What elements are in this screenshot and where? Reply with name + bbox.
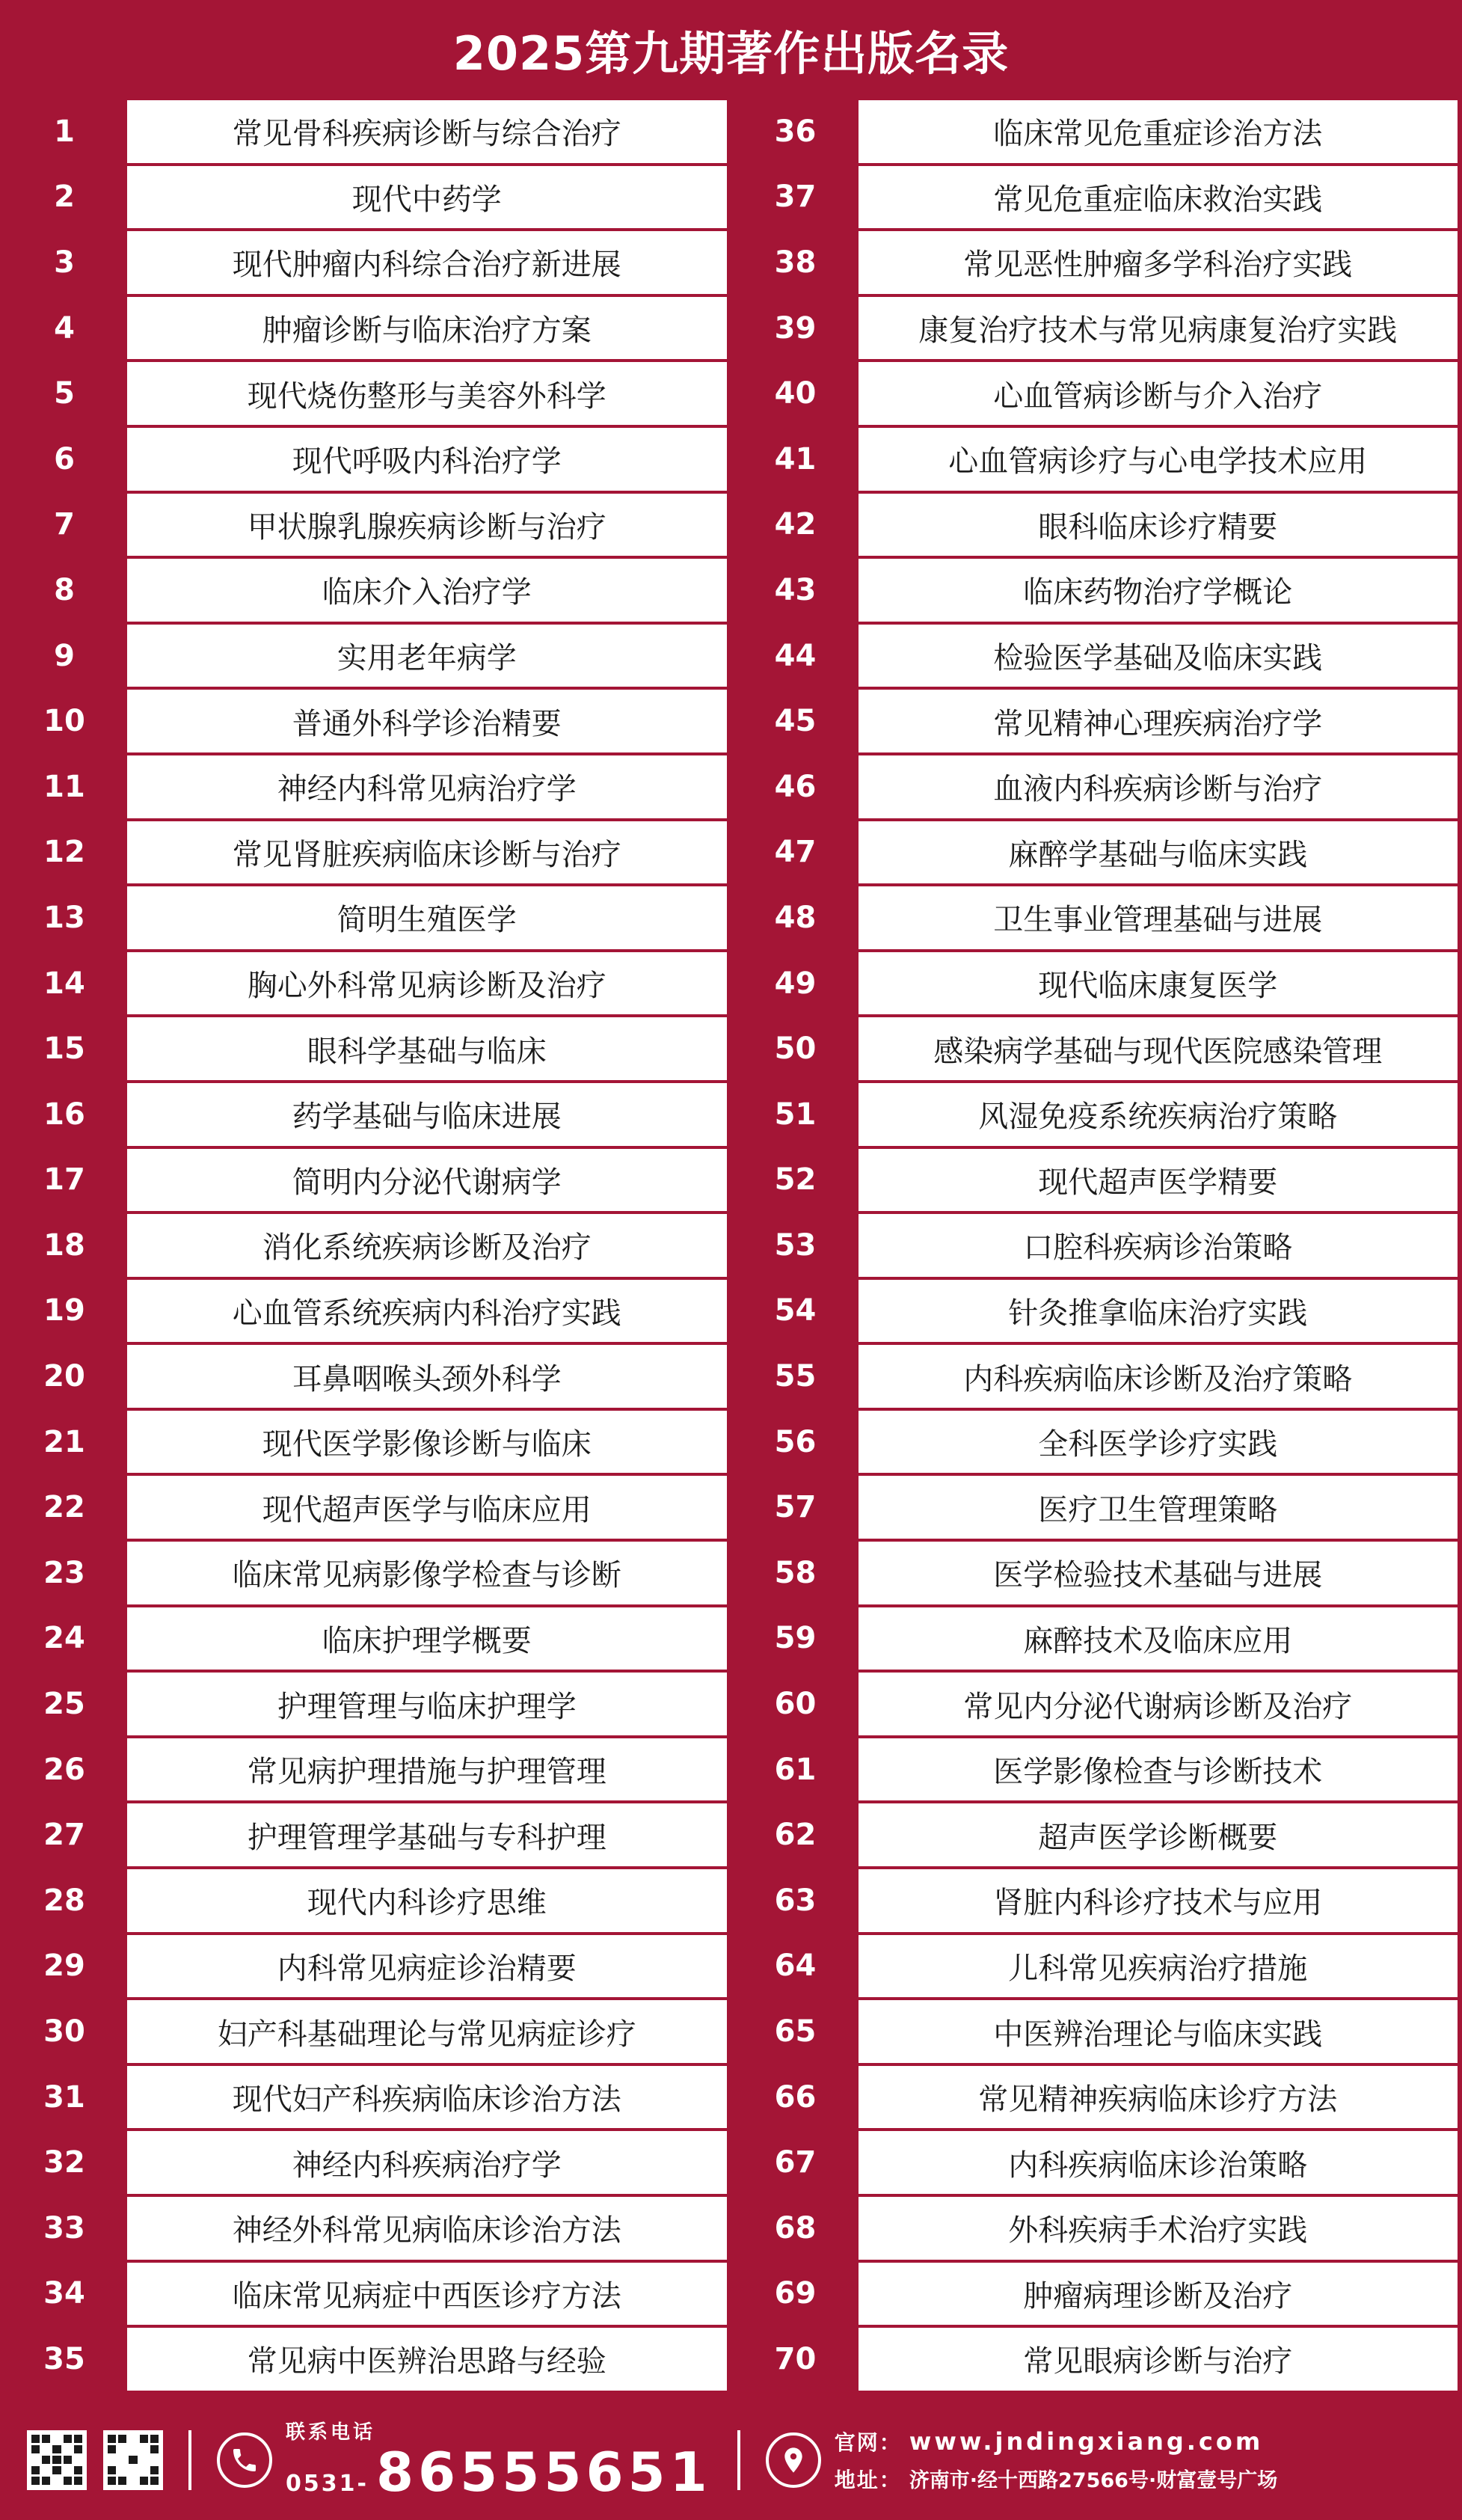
book-number: 11 [4,755,124,818]
book-title: 内科常见病症诊治精要 [127,1935,727,1998]
book-row [736,100,1458,163]
book-title: 简明内分泌代谢病学 [127,1149,727,1212]
contact-phone [286,2421,712,2504]
book-title: 针灸推拿临床治疗实践 [859,1280,1458,1343]
book-number: 1 [4,100,124,163]
book-number: 25 [4,1673,124,1735]
book-title: 常见病中医辨治思路与经验 [127,2328,727,2391]
book-number: 38 [736,231,856,294]
book-number: 18 [4,1214,124,1277]
book-row [4,1083,727,1146]
book-title: 常见精神心理疾病治疗学 [859,690,1458,752]
book-number: 4 [4,297,124,360]
book-title: 常见肾脏疾病临床诊断与治疗 [127,821,727,884]
book-number: 46 [736,755,856,818]
book-title: 护理管理与临床护理学 [127,1673,727,1735]
book-row [4,1607,727,1670]
book-number: 59 [736,1607,856,1670]
book-row [736,755,1458,818]
book-row [736,2131,1458,2194]
book-row [736,886,1458,949]
book-number: 47 [736,821,856,884]
book-title: 医疗卫生管理策略 [859,1476,1458,1539]
book-title: 眼科临床诊疗精要 [859,494,1458,557]
phone-number: 86555651 [375,2440,712,2504]
book-title: 常见骨科疾病诊断与综合治疗 [127,100,727,163]
book-row [736,1280,1458,1343]
book-row [736,1803,1458,1866]
book-row [4,952,727,1015]
book-number: 64 [736,1935,856,1998]
book-title: 现代超声医学与临床应用 [127,1476,727,1539]
book-number: 63 [736,1869,856,1932]
book-title: 外科疾病手术治疗实践 [859,2197,1458,2260]
book-title: 感染病学基础与现代医院感染管理 [859,1017,1458,1080]
book-title: 临床常见危重症诊治方法 [859,100,1458,163]
book-title: 神经内科疾病治疗学 [127,2131,727,2194]
book-title: 普通外科学诊治精要 [127,690,727,752]
book-number: 41 [736,428,856,491]
book-number: 68 [736,2197,856,2260]
book-number: 60 [736,1673,856,1735]
book-row [736,625,1458,687]
book-row [4,2197,727,2260]
book-number: 37 [736,166,856,229]
book-number: 5 [4,362,124,425]
book-row [4,625,727,687]
address-line [835,2464,1277,2494]
book-title: 常见恶性肿瘤多学科治疗实践 [859,231,1458,294]
book-row [736,2328,1458,2391]
book-title: 临床药物治疗学概论 [859,559,1458,622]
book-row [736,362,1458,425]
book-number: 33 [4,2197,124,2260]
book-row [4,1542,727,1604]
book-title: 常见病护理措施与护理管理 [127,1738,727,1801]
book-number: 61 [736,1738,856,1801]
book-row [4,231,727,294]
book-number: 42 [736,494,856,557]
book-number: 58 [736,1542,856,1604]
book-row [4,559,727,622]
book-row [736,494,1458,557]
book-title: 神经内科常见病治疗学 [127,755,727,818]
book-title: 肿瘤病理诊断及治疗 [859,2263,1458,2326]
book-row [736,1673,1458,1735]
book-row [736,1214,1458,1277]
book-number: 24 [4,1607,124,1670]
book-title: 现代临床康复医学 [859,952,1458,1015]
book-row [4,1345,727,1408]
book-number: 43 [736,559,856,622]
address-block [835,2427,1277,2494]
book-row [4,494,727,557]
book-title: 现代中药学 [127,166,727,229]
book-row [4,2000,727,2063]
book-row [4,1411,727,1474]
book-title: 康复治疗技术与常见病康复治疗实践 [859,297,1458,360]
book-title: 全科医学诊疗实践 [859,1411,1458,1474]
book-number: 53 [736,1214,856,1277]
book-number: 27 [4,1803,124,1866]
footer-divider [188,2430,191,2490]
book-title: 中医辨治理论与临床实践 [859,2000,1458,2063]
book-title: 临床常见病症中西医诊疗方法 [127,2263,727,2326]
contact-label: 联系电话 [286,2421,376,2444]
book-row [736,231,1458,294]
book-row [736,952,1458,1015]
book-row [736,690,1458,752]
book-row [736,166,1458,229]
book-column-left [4,100,727,2391]
book-row [4,428,727,491]
book-number: 66 [736,2066,856,2129]
book-title: 药学基础与临床进展 [127,1083,727,1146]
qr-code-icon [103,2430,163,2490]
address-text: 济南市·经十西路27566号·财富壹号广场 [909,2468,1278,2492]
book-title: 临床介入治疗学 [127,559,727,622]
book-title: 简明生殖医学 [127,886,727,949]
book-row [4,1476,727,1539]
book-title: 胸心外科常见病诊断及治疗 [127,952,727,1015]
book-row [736,2000,1458,2063]
book-number: 30 [4,2000,124,2063]
book-title: 现代呼吸内科治疗学 [127,428,727,491]
book-row [4,2066,727,2129]
phone-row [286,2440,712,2504]
book-row [4,821,727,884]
area-code: 0531- [286,2470,369,2497]
book-title: 肾脏内科诊疗技术与应用 [859,1869,1458,1932]
book-title: 血液内科疾病诊断与治疗 [859,755,1458,818]
book-title: 麻醉学基础与临床实践 [859,821,1458,884]
qr-code-icon [27,2430,87,2490]
book-row [4,755,727,818]
book-row [736,1607,1458,1670]
book-row [4,1738,727,1801]
book-row [736,1083,1458,1146]
book-number: 50 [736,1017,856,1080]
website-line [835,2427,1277,2456]
book-row [736,1149,1458,1212]
book-row [4,2263,727,2326]
book-row [736,1017,1458,1080]
book-number: 15 [4,1017,124,1080]
page-title: 2025第九期著作出版名录 [452,25,1010,81]
book-title: 儿科常见疾病治疗措施 [859,1935,1458,1998]
book-title: 内科疾病临床诊治策略 [859,2131,1458,2194]
book-title: 医学影像检查与诊断技术 [859,1738,1458,1801]
book-number: 55 [736,1345,856,1408]
book-row [4,1803,727,1866]
book-title: 临床护理学概要 [127,1607,727,1670]
book-number: 62 [736,1803,856,1866]
location-pin-icon [766,2432,821,2488]
book-title: 卫生事业管理基础与进展 [859,886,1458,949]
book-row [736,297,1458,360]
book-number: 9 [4,625,124,687]
book-row [736,1542,1458,1604]
book-number: 49 [736,952,856,1015]
book-row [4,1673,727,1735]
book-row [4,886,727,949]
book-title: 检验医学基础及临床实践 [859,625,1458,687]
book-number: 16 [4,1083,124,1146]
footer [0,2400,1462,2520]
book-title: 现代烧伤整形与美容外科学 [127,362,727,425]
book-title: 眼科学基础与临床 [127,1017,727,1080]
book-number: 17 [4,1149,124,1212]
book-row [4,297,727,360]
book-number: 69 [736,2263,856,2326]
book-row [736,2197,1458,2260]
book-title: 妇产科基础理论与常见病症诊疗 [127,2000,727,2063]
book-title: 肿瘤诊断与临床治疗方案 [127,297,727,360]
book-row [736,1935,1458,1998]
book-row [736,1869,1458,1932]
book-number: 56 [736,1411,856,1474]
book-number: 13 [4,886,124,949]
book-row [4,1149,727,1212]
book-row [4,690,727,752]
book-row [4,1214,727,1277]
book-title: 麻醉技术及临床应用 [859,1607,1458,1670]
book-title: 口腔科疾病诊治策略 [859,1214,1458,1277]
book-number: 21 [4,1411,124,1474]
book-number: 51 [736,1083,856,1146]
book-title: 神经外科常见病临床诊治方法 [127,2197,727,2260]
book-number: 29 [4,1935,124,1998]
website-label: 官网： [834,2429,902,2455]
book-column-right [736,100,1458,2391]
address-label: 地址： [834,2467,902,2492]
book-row [736,2066,1458,2129]
book-number: 26 [4,1738,124,1801]
book-number: 52 [736,1149,856,1212]
book-number: 28 [4,1869,124,1932]
footer-divider [737,2430,740,2490]
book-row [4,1017,727,1080]
book-row [4,166,727,229]
book-title: 现代内科诊疗思维 [127,1869,727,1932]
book-number: 12 [4,821,124,884]
book-row [736,2263,1458,2326]
book-number: 22 [4,1476,124,1539]
book-title: 实用老年病学 [127,625,727,687]
book-row [736,821,1458,884]
phone-icon [217,2432,272,2488]
book-row [4,2328,727,2391]
book-number: 8 [4,559,124,622]
book-number: 14 [4,952,124,1015]
book-row [4,2131,727,2194]
book-title: 现代妇产科疾病临床诊治方法 [127,2066,727,2129]
book-number: 32 [4,2131,124,2194]
book-number: 19 [4,1280,124,1343]
book-number: 48 [736,886,856,949]
book-title: 内科疾病临床诊断及治疗策略 [859,1345,1458,1408]
book-title: 现代肿瘤内科综合治疗新进展 [127,231,727,294]
book-number: 2 [4,166,124,229]
book-number: 31 [4,2066,124,2129]
book-tables [4,100,1458,2391]
book-title: 常见精神疾病临床诊疗方法 [859,2066,1458,2129]
book-number: 6 [4,428,124,491]
book-title: 医学检验技术基础与进展 [859,1542,1458,1604]
book-number: 3 [4,231,124,294]
book-number: 23 [4,1542,124,1604]
book-row [736,1476,1458,1539]
book-row [4,1280,727,1343]
book-number: 44 [736,625,856,687]
book-title: 现代医学影像诊断与临床 [127,1411,727,1474]
book-title: 心血管系统疾病内科治疗实践 [127,1280,727,1343]
book-row [736,1345,1458,1408]
book-number: 34 [4,2263,124,2326]
book-title: 常见内分泌代谢病诊断及治疗 [859,1673,1458,1735]
book-row [4,1935,727,1998]
book-row [736,428,1458,491]
book-number: 39 [736,297,856,360]
book-row [736,1738,1458,1801]
book-row [4,1869,727,1932]
book-row [736,1411,1458,1474]
book-number: 7 [4,494,124,557]
book-number: 57 [736,1476,856,1539]
book-title: 常见眼病诊断与治疗 [859,2328,1458,2391]
book-number: 65 [736,2000,856,2063]
book-title: 消化系统疾病诊断及治疗 [127,1214,727,1277]
book-row [4,100,727,163]
book-title: 心血管病诊断与介入治疗 [859,362,1458,425]
book-title: 心血管病诊疗与心电学技术应用 [859,428,1458,491]
book-number: 35 [4,2328,124,2391]
book-title: 耳鼻咽喉头颈外科学 [127,1345,727,1408]
book-title: 临床常见病影像学检查与诊断 [127,1542,727,1604]
book-number: 10 [4,690,124,752]
book-title: 风湿免疫系统疾病治疗策略 [859,1083,1458,1146]
book-number: 36 [736,100,856,163]
book-row [736,559,1458,622]
book-number: 54 [736,1280,856,1343]
book-title: 超声医学诊断概要 [859,1803,1458,1866]
book-number: 40 [736,362,856,425]
book-title: 护理管理学基础与专科护理 [127,1803,727,1866]
book-number: 20 [4,1345,124,1408]
book-number: 70 [736,2328,856,2391]
website-link[interactable]: www.jndingxiang.com [909,2427,1264,2456]
book-title: 现代超声医学精要 [859,1149,1458,1212]
book-title: 常见危重症临床救治实践 [859,166,1458,229]
book-number: 45 [736,690,856,752]
book-row [4,362,727,425]
book-title: 甲状腺乳腺疾病诊断与治疗 [127,494,727,557]
book-number: 67 [736,2131,856,2194]
